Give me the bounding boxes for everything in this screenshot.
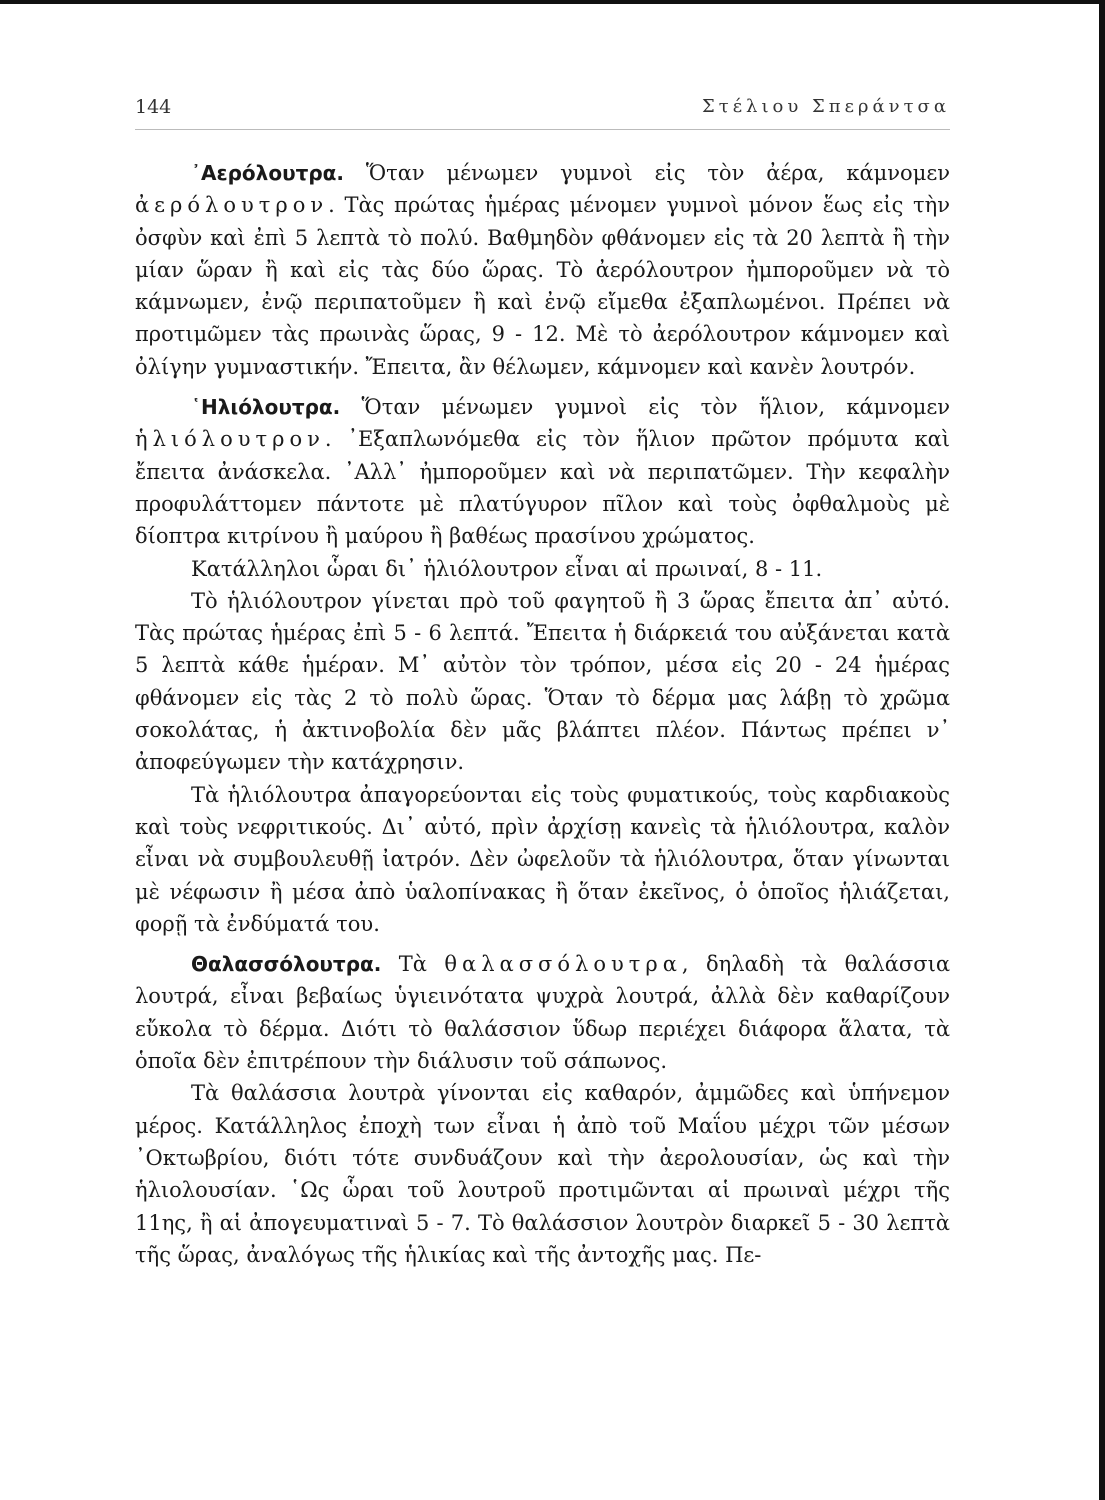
right-edge-rule <box>1099 0 1105 1500</box>
page-header <box>135 96 950 126</box>
paragraph-text: Τὰ <box>381 952 445 977</box>
section-heading: Θαλασσόλουτρα. <box>191 952 382 977</box>
paragraph-text: , δηλαδὴ τὰ θαλάσσια λουτρά, εἶναι βεβαίως ὑγιεινότατα ψυχρὰ λουτρά, ἀλλὰ δὲν καθαρίζουν εὔκολα τὸ δέρμα. Διότι τὸ θαλάσσιον ὕδωρ περιέχει διάφορα ἅλατα, τὰ ὁποῖα δὲν ἐπιτρέπουν τὴν διάλυσιν τοῦ σάπωνος. <box>135 952 950 1074</box>
paragraph <box>135 948 950 1077</box>
running-head-author: Στέλιου Σπεράντσα <box>702 96 950 117</box>
spaced-term: θαλασσόλουτρα <box>444 952 682 977</box>
paragraph: Τὰ ἡλιόλουτρα ἀπαγορεύονται εἰς τοὺς φυματικούς, τοὺς καρδιακοὺς καὶ τοὺς νεφριτικούς. Δι᾿ αὐτό, πρὶν ἀρχίσῃ κανεὶς τὰ ἡλιόλουτρα, καλὸν εἶναι νὰ συμβουλευθῇ ἰατρόν. Δὲν ὠφελοῦν τὰ ἡλιόλουτρα, ὅταν γίνωνται μὲ νέφωσιν ἢ μέσα ἀπὸ ὑαλοπίνακας ἢ ὅταν ἐκεῖνος, ὁ ὁποῖος ἡλιάζεται, φορῇ τὰ ἐνδύματά του. <box>135 782 950 936</box>
paragraph-text: Ὅταν μένωμεν γυμνοὶ εἰς τὸν ἥλιον, κάμνομεν <box>340 395 950 420</box>
section-thalassolutra <box>135 948 950 1271</box>
paragraph-text: Ὅταν μένωμεν γυμνοὶ εἰς τὸν ἀέρα, κάμνομεν <box>344 161 950 185</box>
paragraph: Τὰ θαλάσσια λουτρὰ γίνονται εἰς καθαρόν, ἀμμῶδες καὶ ὑπήνεμον μέρος. Κατάλληλος ἐποχὴ των εἶναι ἡ ἀπὸ τοῦ Μαΐου μέχρι τῶν μέσων ᾿Οκτωβρίου, διότι τότε συνδυάζουν καὶ τὴν ἀερολουσίαν, ὡς καὶ τὴν ἡλιολουσίαν. ῾Ως ὧραι τοῦ λουτροῦ προτιμῶνται αἱ πρωιναὶ μέχρι τῆς 11ης, ἢ αἱ ἀπογευματιναὶ 5 - 7. Τὸ θαλάσσιον λουτρὸν διαρκεῖ 5 - 30 λεπτὰ τῆς ὥρας, ἀναλόγως τῆς ἡλικίας καὶ τῆς ἀντοχῆς μας. Πε- <box>135 1081 950 1267</box>
section-heliolutra <box>135 391 950 940</box>
section-heading: ῾Ηλιόλουτρα. <box>191 395 341 420</box>
page-body <box>135 157 950 1279</box>
top-edge-rule <box>0 0 1105 4</box>
paragraph-text: . Τὰς πρώτας ἡμέρας μένομεν γυμνοὶ μόνον ἕως εἰς τὴν ὀσφὺν καὶ ἐπὶ 5 λεπτὰ τὸ πολύ. Βαθμηδὸν φθάνομεν εἰς τὰ 20 λεπτὰ ἢ τὴν μίαν ὥραν ἢ καὶ εἰς τὰς δύο ὥρας. Τὸ ἀερόλουτρον ἠμποροῦμεν νὰ τὸ κάμνωμεν, ἐνῷ περιπατοῦμεν ἢ καὶ ἐνῷ εἴμεθα ἐξαπλωμένοι. Πρέπει νὰ προτιμῶμεν τὰς πρωινὰς ὥρας, 9 - 12. Μὲ τὸ ἀερόλουτρον κάμνομεν καὶ ὀλίγην γυμναστικήν. Ἔπειτα, ἂν θέλωμεν, κάμνομεν καὶ κανὲν λουτρόν. <box>135 193 950 379</box>
section-aerolutra <box>135 157 950 383</box>
paragraph <box>135 391 950 552</box>
paragraph <box>135 157 950 383</box>
page-number: 144 <box>135 96 172 118</box>
spaced-term: ἡλιόλουτρον <box>135 427 325 452</box>
header-divider <box>135 129 950 130</box>
paragraph: Τὸ ἡλιόλουτρον γίνεται πρὸ τοῦ φαγητοῦ ἢ 3 ὥρας ἔπειτα ἀπ᾿ αὐτό. Τὰς πρώτας ἡμέρας ἐπὶ 5 - 6 λεπτά. Ἔπειτα ἡ διάρκειά του αὐξάνεται κατὰ 5 λεπτὰ κάθε ἡμέραν. Μ᾿ αὐτὸν τὸν τρόπον, μέσα εἰς 20 - 24 ἡμέρας φθάνομεν εἰς τὰς 2 τὸ πολὺ ὥρας. Ὅταν τὸ δέρμα μας λάβῃ τὸ χρῶμα σοκολάτας, ἡ ἀκτινοβολία δὲν μᾶς βλάπτει πλέον. Πάντως πρέπει ν᾿ ἀποφεύγωμεν τὴν κατάχρησιν. <box>135 588 950 775</box>
paragraph: Κατάλληλοι ὧραι δι᾿ ἡλιόλουτρον εἶναι αἱ πρωιναί, 8 - 11. <box>191 556 823 581</box>
paragraph-text: . ᾿Εξαπλωνόμεθα εἰς τὸν ἥλιον πρῶτον πρόμυτα καὶ ἔπειτα ἀνάσκελα. ᾿Αλλ᾿ ἠμποροῦμεν καὶ νὰ περιπατῶμεν. Τὴν κεφαλὴν προφυλάττομεν πάντοτε μὲ πλατύγυρον πῖλον καὶ τοὺς ὀφθαλμοὺς μὲ δίοπτρα κιτρίνου ἢ μαύρου ἢ βαθέως πρασίνου χρώματος. <box>135 427 950 549</box>
section-heading: ᾿Αερόλουτρα. <box>191 161 344 185</box>
spaced-term: ἀερόλουτρον <box>135 193 329 218</box>
